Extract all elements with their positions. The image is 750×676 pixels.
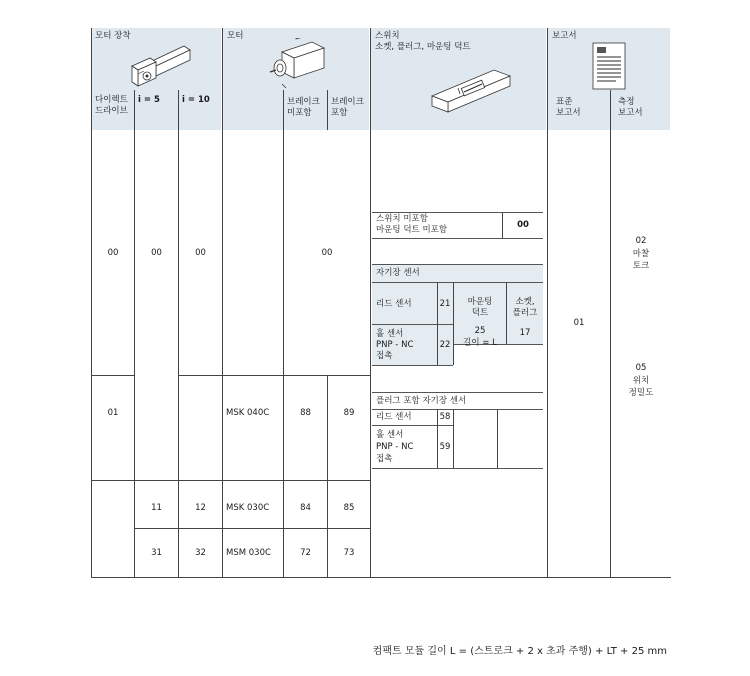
switch-mag-bottom (372, 365, 453, 366)
switch-hall-l3: 접촉 (376, 351, 393, 361)
switch-socket-l1: 소켓, (515, 297, 535, 307)
header-direct-drive-l1: 다이렉트 (95, 95, 128, 105)
col-line-direct-i5 (134, 90, 135, 130)
cell-r00-direct: 00 (107, 248, 119, 258)
switch-mag-reed-bottom (372, 324, 453, 325)
switch-magnetic-title: 자기장 센서 (376, 268, 420, 278)
switch-none-top (372, 212, 543, 213)
report-meas-02-l1: 마찰 (632, 249, 650, 259)
switch-plug-hall-l3: 접촉 (376, 454, 393, 464)
cell-r31-motor: MSM 030C (226, 548, 271, 558)
cell-r11-motor: MSK 030C (226, 503, 270, 513)
motor-mount-icon (124, 40, 192, 88)
header-ratio-10: i = 10 (182, 95, 210, 105)
cell-r11-i5: 11 (151, 503, 162, 513)
header-direct-drive-l2: 드라이브 (95, 106, 128, 116)
header-brake-yes-l1: 브레이크 (331, 97, 364, 107)
switch-socket-code: 17 (519, 328, 531, 338)
cell-r11-no-brake: 84 (300, 503, 311, 513)
switch-duct-l1: 마운팅 (467, 297, 493, 307)
header-brake-no-l2: 미포함 (287, 108, 312, 118)
switch-hall-l1: 홀 센서 (376, 329, 404, 339)
motor-icon (266, 38, 330, 90)
col-line-mount-motor (222, 28, 223, 578)
row-line-11 (91, 480, 371, 481)
body-line-std-meas (610, 130, 611, 578)
cell-r00-i10: 00 (195, 248, 206, 258)
switch-plug-reed: 리드 센서 (376, 412, 412, 422)
cell-r01-direct: 01 (107, 408, 119, 418)
header-report: 보고서 (552, 31, 577, 41)
switch-plug-socket-divider (497, 409, 498, 468)
col-line-brake-brake (327, 90, 328, 130)
switch-plug-bottom (372, 468, 543, 469)
switch-plug-duct-divider (453, 409, 454, 468)
switch-duct-length: 길이 = L (463, 338, 497, 348)
footer-length-formula: 컴팩트 모듈 길이 L = (스트로크 + 2 x 초과 주행) + LT + 25 mm (372, 646, 667, 657)
switch-mag-code-divider (437, 282, 438, 365)
switch-mag-top (372, 264, 543, 265)
cell-r01-motor: MSK 040C (226, 408, 270, 418)
col-line-i5-i10 (178, 90, 179, 130)
report-meas-05-l2: 정밀도 (628, 388, 654, 398)
cell-r11-brake: 85 (343, 503, 355, 513)
col-line-motor-brake (283, 90, 284, 130)
switch-duct-icon (424, 58, 514, 116)
cell-r31-no-brake: 72 (300, 548, 311, 558)
switch-reed: 리드 센서 (376, 299, 412, 309)
switch-duct-l2: 덕트 (471, 308, 489, 318)
col-line-left (91, 28, 92, 578)
switch-socket-l2: 플러그 (512, 308, 538, 318)
row-line-01-left (91, 375, 135, 376)
row-line-01-right (178, 375, 371, 376)
cell-r11-i10: 12 (195, 503, 206, 513)
report-meas-02-l2: 토크 (632, 261, 650, 271)
cell-r31-brake: 73 (343, 548, 355, 558)
header-ratio-5: i = 5 (138, 95, 160, 105)
switch-duct-code: 25 (474, 326, 486, 336)
cell-r00-motor: 00 (321, 248, 333, 258)
cell-r31-i5: 31 (151, 548, 162, 558)
header-std-report-l2: 보고서 (556, 108, 581, 118)
switch-hall-l2: PNP - NC (376, 340, 414, 350)
switch-hall-code: 22 (439, 340, 451, 350)
col-line-std-meas (610, 90, 611, 130)
switch-none-l1: 스위치 미포함 (376, 214, 428, 224)
header-std-report-l1: 표준 (556, 97, 573, 107)
header-meas-report-l2: 보고서 (618, 108, 643, 118)
col-line-switch-report (547, 28, 548, 578)
cell-r00-i5: 00 (151, 248, 162, 258)
report-meas-05-code: 05 (635, 363, 647, 373)
switch-plug-hall-l2: PNP - NC (376, 442, 414, 452)
header-meas-report-l1: 측정 (618, 97, 635, 107)
col-line-motor-switch (370, 28, 371, 578)
cell-r01-no-brake: 88 (300, 408, 311, 418)
switch-plug-reed-bottom (372, 425, 453, 426)
report-document-icon (592, 42, 626, 90)
header-motor-mount: 모터 장착 (95, 31, 131, 41)
header-switch-l2: 소켓, 플러그, 마운팅 덕트 (375, 42, 471, 52)
switch-none-bottom (372, 238, 543, 239)
switch-none-l2: 마운팅 덕트 미포함 (376, 225, 448, 235)
header-brake-no-l1: 브레이크 (287, 97, 320, 107)
report-std-code: 01 (573, 318, 585, 328)
switch-none-code: 00 (517, 220, 529, 230)
cell-r31-i10: 32 (195, 548, 206, 558)
switch-plug-hall-l1: 홀 센서 (376, 430, 404, 440)
switch-mag-duct-divider (453, 282, 454, 365)
switch-reed-code: 21 (439, 299, 451, 309)
row-line-bottom (91, 577, 671, 578)
cell-r01-brake: 89 (343, 408, 355, 418)
switch-plug-title-bottom (372, 409, 543, 410)
report-meas-02-code: 02 (635, 236, 647, 246)
switch-plug-hall-code: 59 (439, 442, 451, 452)
row-line-31 (135, 528, 371, 529)
header-switch-l1: 스위치 (375, 31, 400, 41)
header-motor: 모터 (227, 31, 244, 41)
switch-plug-top (372, 392, 543, 393)
switch-plug-title: 플러그 포함 자기장 센서 (376, 396, 467, 406)
header-brake-yes-l2: 포함 (331, 108, 348, 118)
switch-mag-title-bottom (372, 282, 543, 283)
report-meas-05-l1: 위치 (632, 376, 650, 386)
switch-plug-reed-code: 58 (439, 412, 451, 422)
